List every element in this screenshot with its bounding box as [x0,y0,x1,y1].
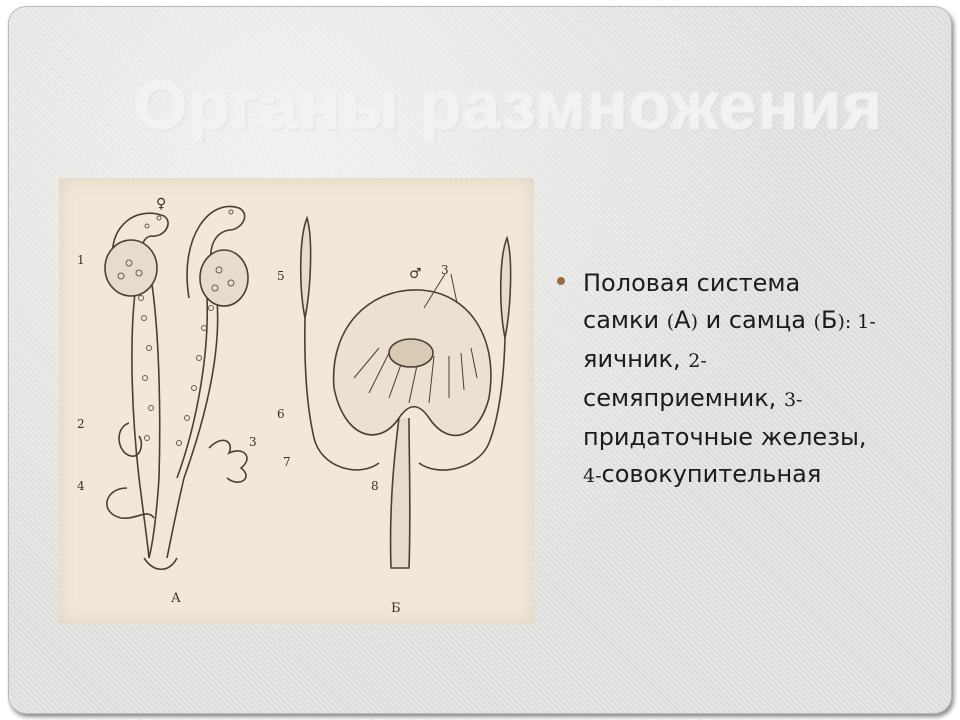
caption-text: Б [820,306,838,334]
male-symbol: ♂ [409,266,422,282]
caption-text: семяприемник, [583,384,784,412]
caption-text: ): 1- [837,311,876,333]
caption-text: яичник, [583,345,689,373]
caption-text: совокупительная [601,460,822,488]
slide-caption [557,265,947,495]
caption-text: придаточные железы, [583,423,867,451]
slide-title: Органы размножения [134,68,884,144]
caption-text: 2- [688,350,707,372]
caption-text: 4- [583,465,602,487]
caption-text: ( [666,311,675,333]
anatomy-figure [59,178,534,624]
caption-text: ) [690,311,698,333]
caption-line [557,341,947,380]
caption-line [557,419,947,456]
male-testis-right [501,238,511,338]
caption-text: Половая система [583,269,801,297]
label-number: 6 [277,407,285,421]
caption-line [557,302,947,341]
male-testis-left [301,218,311,318]
label-number: 4 [77,479,85,493]
label-number: 1 [77,253,85,267]
female-spermatheca [119,423,141,456]
caption-text: и самца [698,306,814,334]
label-male-b: Б [391,601,401,616]
caption-text: 3- [783,389,803,411]
female-bursa [107,488,154,518]
reproductive-organs-drawing [59,178,534,624]
label-number: 3 [441,263,449,277]
caption-line [557,456,947,495]
female-gland [209,440,247,482]
caption-text: А [674,306,691,334]
caption-text: ( [813,311,821,333]
label-number: 7 [283,455,291,469]
female-ovary-1 [105,240,157,296]
caption-line [557,380,947,419]
male-ejaculatory-duct [391,418,410,568]
label-number: 8 [371,479,379,493]
caption-line [557,265,947,302]
label-number: 5 [277,269,285,283]
label-number: 2 [77,417,85,431]
caption-text: самки [583,306,667,334]
label-number: 3 [249,435,257,449]
label-female-a: А [171,591,181,606]
female-symbol: ♀ [156,196,167,212]
slide-frame [8,6,952,714]
